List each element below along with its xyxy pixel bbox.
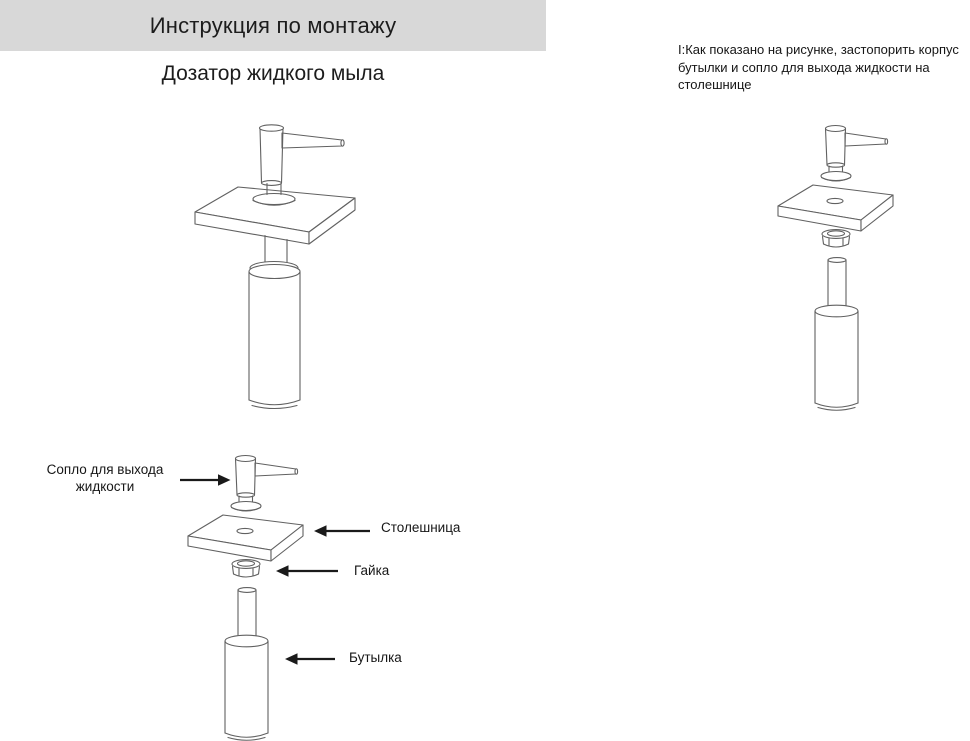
bottle-drawing bbox=[249, 262, 300, 409]
exploded-dispenser-diagram bbox=[186, 450, 308, 741]
exploded-dispenser-diagram-step1 bbox=[776, 120, 898, 411]
arrow-right-icon bbox=[178, 473, 232, 492]
step-instruction-text: I:Как показано на рисунке, застопорить корпус бутылки и сопло для выхода жидкости на столешнице bbox=[678, 42, 959, 93]
product-subtitle: Дозатор жидкого мыла bbox=[161, 62, 385, 85]
arrow-left-icon bbox=[283, 652, 337, 671]
label-countertop: Столешница bbox=[381, 520, 461, 535]
assembled-dispenser-diagram bbox=[183, 118, 360, 412]
label-nozzle: Сопло для выхода жидкости bbox=[46, 462, 164, 494]
header-bar bbox=[0, 0, 546, 51]
collar-drawing bbox=[253, 194, 295, 206]
label-bottle: Бутылка bbox=[349, 650, 402, 665]
page-title: Инструкция по монтажу bbox=[149, 12, 397, 38]
arrow-left-icon bbox=[312, 524, 372, 543]
label-nut: Гайка bbox=[354, 563, 390, 578]
arrow-left-icon bbox=[274, 564, 340, 583]
pump-head-drawing bbox=[260, 125, 345, 195]
